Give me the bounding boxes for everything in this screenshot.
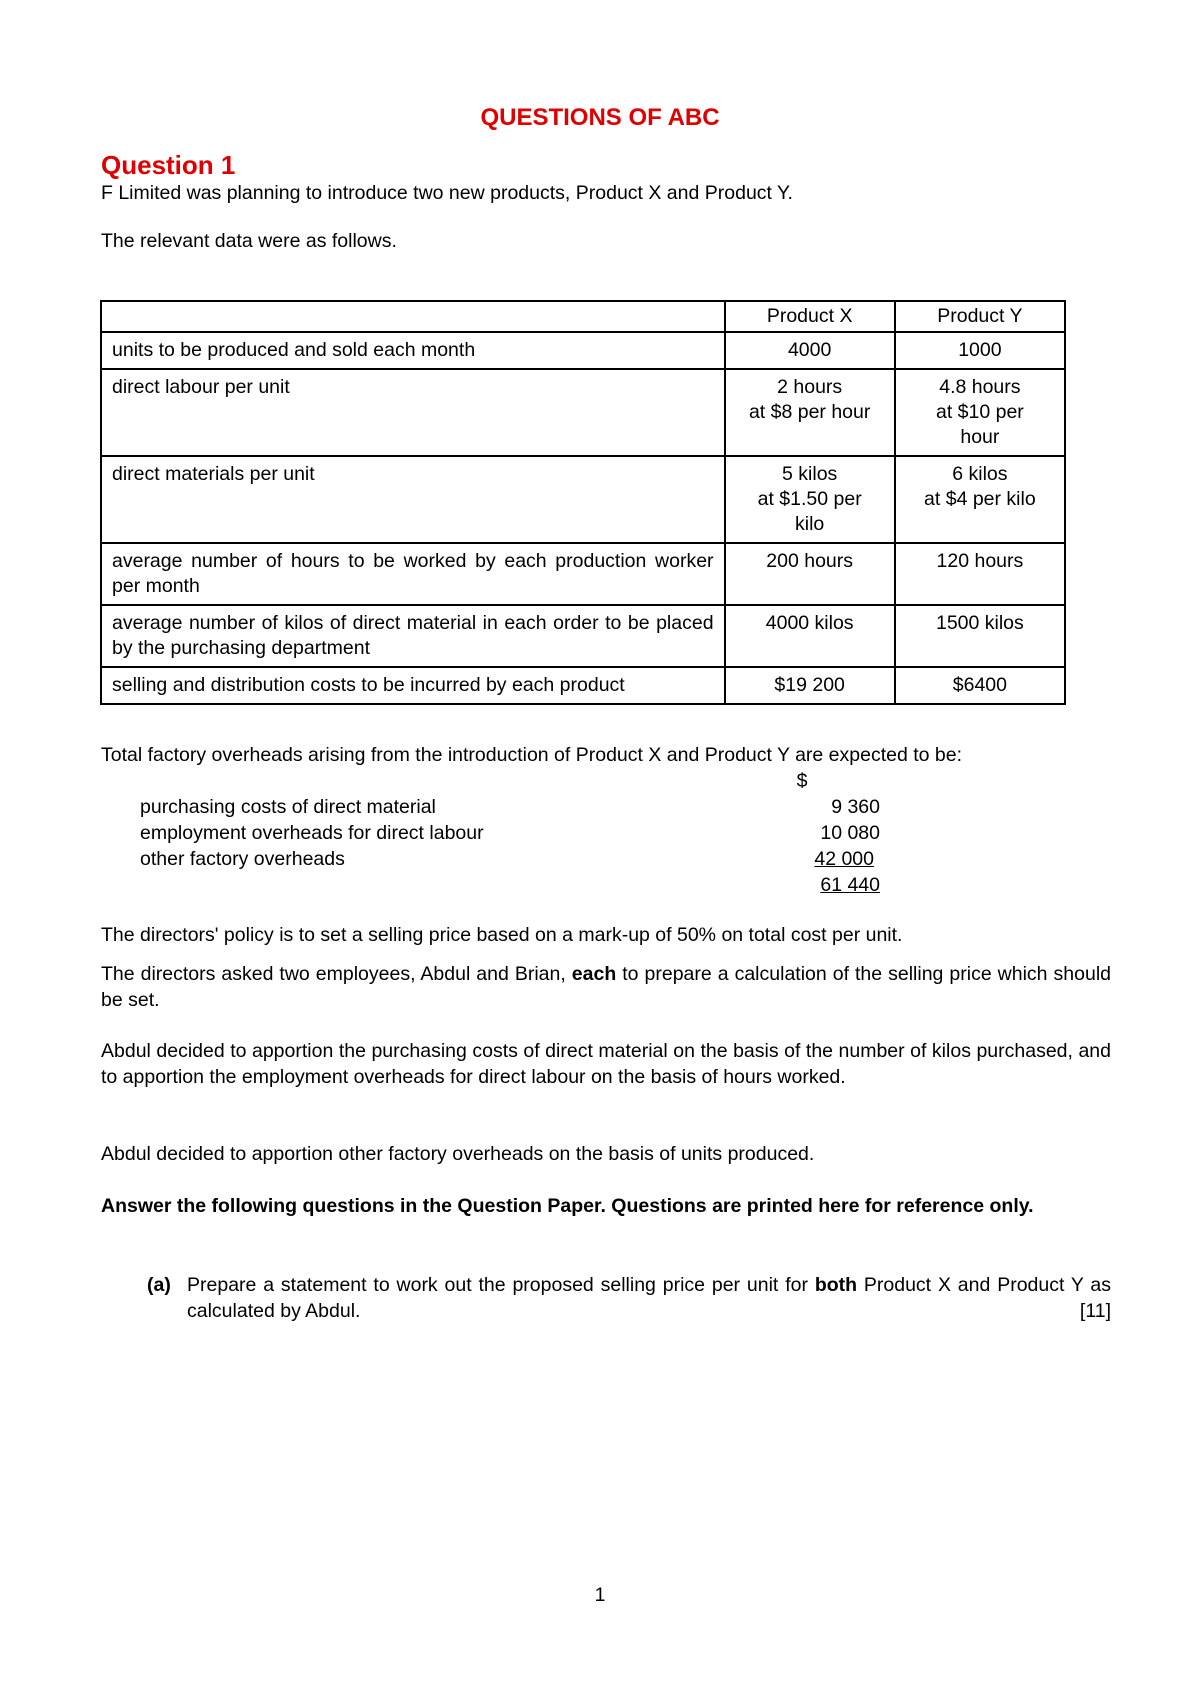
cell-line: at $1.50 per [757, 488, 862, 510]
cell-line: at $8 per hour [748, 401, 871, 423]
cell-line: 2 hours [777, 376, 843, 398]
cell-product-x [725, 667, 895, 704]
overhead-item-label: purchasing costs of direct material [140, 796, 436, 818]
cell-line: 4000 [787, 339, 832, 361]
cell-product-x [725, 543, 895, 605]
cell-line: 6 kilos [952, 463, 1008, 485]
cell-line: 5 kilos [782, 463, 838, 485]
table-header-row [101, 301, 1065, 332]
row-label: direct materials per unit [101, 456, 725, 543]
asked-text-end: to prepare a calculation of the selling price which should be set. [101, 963, 1111, 1011]
cell-line: $6400 [952, 674, 1007, 696]
question-heading: Question 1 [101, 150, 236, 180]
cell-line: 1500 kilos [935, 612, 1024, 634]
part-a-text-end: Product X and Product Y as calculated by Abdul. [187, 1274, 1111, 1322]
abdul-paragraph-1: Abdul decided to apportion the purchasing costs of direct material on the basis of the number of kilos purchased, and to apportion the employment overheads for direct labour on the basis of hours worked. [101, 1040, 1111, 1088]
asked-paragraph [101, 961, 1111, 1013]
row-label: direct labour per unit [101, 369, 725, 456]
cell-product-x [725, 332, 895, 369]
policy-paragraph: The directors' policy is to set a selling price based on a mark-up of 50% on total cost per unit. [101, 924, 903, 946]
answer-note: Answer the following questions in the Question Paper. Questions are printed here for reference only. [101, 1195, 1034, 1217]
table-header-blank [101, 301, 725, 332]
cell-line: 4000 kilos [765, 612, 854, 634]
overhead-total: 61 440 [820, 874, 880, 896]
table-row [101, 667, 1065, 704]
currency-symbol: $ [796, 770, 808, 792]
table-row [101, 456, 1065, 543]
intro-paragraph: F Limited was planning to introduce two new products, Product X and Product Y. [101, 182, 793, 204]
row-label: selling and distribution costs to be incurred by each product [101, 667, 725, 704]
part-a-emphasis: both [814, 1274, 858, 1296]
cell-product-y [895, 456, 1065, 543]
asked-emphasis: each [571, 963, 617, 985]
table-row [101, 605, 1065, 667]
cell-line: kilo [795, 513, 825, 535]
overhead-total-wrap [760, 872, 880, 898]
abdul-paragraph-2: Abdul decided to apportion other factory overheads on the basis of units produced. [101, 1143, 815, 1165]
table-row [101, 332, 1065, 369]
cell-line: hour [960, 426, 1000, 448]
row-label: average number of kilos of direct material in each order to be placed by the purchasing department [101, 605, 725, 667]
overheads-intro: Total factory overheads arising from the introduction of Product X and Product Y are expected to be: [101, 744, 963, 766]
cell-line: 1000 [958, 339, 1002, 361]
cell-product-x [725, 605, 895, 667]
cell-product-x [725, 369, 895, 456]
row-label: average number of hours to be worked by each production worker per month [101, 543, 725, 605]
product-data-table [100, 300, 1066, 705]
cell-line: $19 200 [774, 674, 845, 696]
data-intro-paragraph: The relevant data were as follows. [101, 230, 397, 252]
row-label: units to be produced and sold each month [101, 332, 725, 369]
asked-text: The directors asked two employees, Abdul and Brian, [101, 963, 572, 985]
page-number: 1 [594, 1584, 606, 1606]
header-product-x: Product X [725, 301, 895, 332]
page-title: QUESTIONS OF ABC [480, 104, 720, 131]
table-row [101, 369, 1065, 456]
cell-line: 200 hours [766, 550, 854, 572]
table-row [101, 543, 1065, 605]
cell-line: 4.8 hours [939, 376, 1021, 398]
header-product-y: Product Y [895, 301, 1065, 332]
overhead-amount-wrap [754, 846, 874, 872]
overhead-item-label: employment overheads for direct labour [140, 822, 484, 844]
overhead-item-amount: 10 080 [820, 822, 880, 844]
part-a-marks: [11] [1079, 1300, 1111, 1322]
cell-product-y [895, 543, 1065, 605]
overhead-item-amount: 9 360 [831, 796, 880, 818]
overhead-item-amount: 42 000 [814, 848, 874, 870]
overhead-item-label: other factory overheads [140, 848, 345, 870]
cell-product-y [895, 605, 1065, 667]
part-a-label: (a) [147, 1274, 171, 1296]
cell-line: at $10 per [935, 401, 1024, 423]
part-a-text-start: Prepare a statement to work out the proposed selling price per unit for [187, 1274, 815, 1296]
cell-product-y [895, 369, 1065, 456]
cell-line: at $4 per kilo [924, 488, 1036, 510]
cell-product-x [725, 456, 895, 543]
cell-product-y [895, 332, 1065, 369]
part-a-text [187, 1272, 1111, 1324]
cell-product-y [895, 667, 1065, 704]
cell-line: 120 hours [936, 550, 1024, 572]
